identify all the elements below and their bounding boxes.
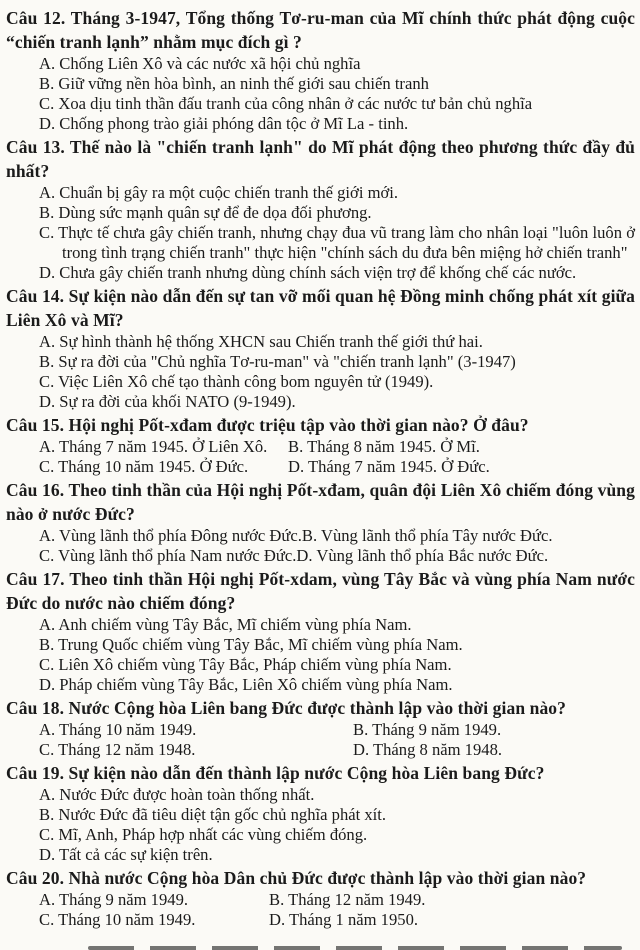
question-12-option-d: D. Chống phong trào giải phóng dân tộc ở Mĩ La - tinh. xyxy=(39,114,409,133)
question-15-options-row-1 xyxy=(6,437,635,457)
question-16-options-row-2 xyxy=(6,546,635,566)
question-20-options-row-2 xyxy=(6,910,635,930)
question-12-option-c: C. Xoa dịu tinh thần đấu tranh của công nhân ở các nước tư bản chủ nghĩa xyxy=(39,94,533,113)
question-19 xyxy=(6,761,635,865)
question-13-heading: Câu 13. Thế nào là "chiến tranh lạnh" do Mĩ phát động theo phương thức đầy đủ nhất? xyxy=(6,137,635,181)
question-13-option-a: A. Chuẩn bị gây ra một cuộc chiến tranh thế giới mới. xyxy=(39,183,399,202)
question-18-option-c: C. Tháng 12 năm 1948. xyxy=(39,740,196,759)
question-14-option-d: D. Sự ra đời của khối NATO (9-1949). xyxy=(39,392,296,411)
question-12-option-b: B. Giữ vững nền hòa bình, an ninh thế giới sau chiến tranh xyxy=(39,74,429,93)
question-14-heading: Câu 14. Sự kiện nào dẫn đến sự tan vỡ mối quan hệ Đồng minh chống phát xít giữa Liên Xô và Mĩ? xyxy=(6,286,635,330)
question-20-option-b: B. Tháng 12 năm 1949. xyxy=(269,890,426,909)
question-18-heading: Câu 18. Nước Cộng hòa Liên bang Đức được thành lập vào thời gian nào? xyxy=(6,698,567,718)
question-17-option-c: C. Liên Xô chiếm vùng Tây Bắc, Pháp chiếm vùng phía Nam. xyxy=(39,655,452,674)
question-18-options-row-2 xyxy=(6,740,635,760)
question-15-option-a: A. Tháng 7 năm 1945. Ở Liên Xô. xyxy=(39,437,268,456)
question-20-heading: Câu 20. Nhà nước Cộng hòa Dân chủ Đức được thành lập vào thời gian nào? xyxy=(6,868,587,888)
question-13 xyxy=(6,135,635,283)
question-17-option-d: D. Pháp chiếm vùng Tây Bắc, Liên Xô chiếm vùng phía Nam. xyxy=(39,675,453,694)
question-14-option-c: C. Việc Liên Xô chế tạo thành công bom nguyên tử (1949). xyxy=(39,372,434,391)
question-16-option-b: B. Vùng lãnh thổ phía Tây nước Đức. xyxy=(301,526,553,545)
question-14-option-a: A. Sự hình thành hệ thống XHCN sau Chiến tranh thế giới thứ hai. xyxy=(39,332,483,351)
question-20-option-d: D. Tháng 1 năm 1950. xyxy=(269,910,419,929)
question-15-heading: Câu 15. Hội nghị Pốt-xđam được triệu tập vào thời gian nào? Ở đâu? xyxy=(6,415,529,435)
question-20-option-c: C. Tháng 10 năm 1949. xyxy=(39,910,196,929)
question-12 xyxy=(6,6,635,134)
question-15-option-b: B. Tháng 8 năm 1945. Ở Mĩ. xyxy=(288,437,480,456)
question-20 xyxy=(6,866,635,930)
question-20-option-a: A. Tháng 9 năm 1949. xyxy=(39,890,189,909)
question-14 xyxy=(6,284,635,412)
question-18-option-b: B. Tháng 9 năm 1949. xyxy=(353,720,502,739)
question-13-option-c: C. Thực tế chưa gây chiến tranh, nhưng chạy đua vũ trang làm cho nhân loại "luôn luôn ở trong tình trạng chiến tranh" thực hiện "chính sách du đưa bên miệng hở chiến tranh" xyxy=(39,223,635,262)
question-12-heading: Câu 12. Tháng 3-1947, Tổng thống Tơ-ru-man của Mĩ chính thức phát động cuộc “chiến tranh lạnh” nhằm mục đích gì ? xyxy=(6,8,635,52)
question-18-option-a: A. Tháng 10 năm 1949. xyxy=(39,720,197,739)
question-18 xyxy=(6,696,635,760)
scan-cutoff-artifact xyxy=(88,946,622,950)
question-17-heading: Câu 17. Theo tinh thần Hội nghị Pốt-xdam, vùng Tây Bắc và vùng phía Nam nước Đức do nước nào chiếm đóng? xyxy=(6,569,635,613)
question-15-options-row-2 xyxy=(6,457,635,477)
question-19-option-b: B. Nước Đức đã tiêu diệt tận gốc chủ nghĩa phát xít. xyxy=(39,805,387,824)
question-18-options-row-1 xyxy=(6,720,635,740)
question-15 xyxy=(6,413,635,477)
question-15-option-c: C. Tháng 10 năm 1945. Ở Đức. xyxy=(39,457,249,476)
question-19-option-c: C. Mĩ, Anh, Pháp hợp nhất các vùng chiếm đóng. xyxy=(39,825,368,844)
question-20-options-row-1 xyxy=(6,890,635,910)
question-12-option-a: A. Chống Liên Xô và các nước xã hội chủ nghĩa xyxy=(39,54,361,73)
question-17 xyxy=(6,567,635,695)
question-16-option-d: D. Vùng lãnh thổ phía Bắc nước Đức. xyxy=(296,546,549,565)
question-13-option-b: B. Dùng sức mạnh quân sự để đe dọa đối phương. xyxy=(39,203,372,222)
question-15-option-d: D. Tháng 7 năm 1945. Ở Đức. xyxy=(288,457,490,476)
question-19-option-a: A. Nước Đức được hoàn toàn thống nhất. xyxy=(39,785,315,804)
question-16-option-a: A. Vùng lãnh thổ phía Đông nước Đức. xyxy=(39,526,302,545)
question-14-option-b: B. Sự ra đời của "Chủ nghĩa Tơ-ru-man" và "chiến tranh lạnh" (3-1947) xyxy=(39,352,516,371)
question-16 xyxy=(6,478,635,566)
question-13-option-d: D. Chưa gây chiến tranh nhưng dùng chính sách viện trợ để khống chế các nước. xyxy=(39,263,577,282)
question-16-option-c: C. Vùng lãnh thổ phía Nam nước Đức. xyxy=(39,546,297,565)
question-16-heading: Câu 16. Theo tinh thần của Hội nghị Pốt-xđam, quân đội Liên Xô chiếm đóng vùng nào ở nước Đức? xyxy=(6,480,635,524)
question-18-option-d: D. Tháng 8 năm 1948. xyxy=(353,740,503,759)
question-19-option-d: D. Tất cả các sự kiện trên. xyxy=(39,845,213,864)
question-17-option-a: A. Anh chiếm vùng Tây Bắc, Mĩ chiếm vùng phía Nam. xyxy=(39,615,412,634)
question-17-option-b: B. Trung Quốc chiếm vùng Tây Bắc, Mĩ chiếm vùng phía Nam. xyxy=(39,635,463,654)
question-19-heading: Câu 19. Sự kiện nào dẫn đến thành lập nước Cộng hòa Liên bang Đức? xyxy=(6,763,545,783)
question-16-options-row-1 xyxy=(6,526,635,546)
